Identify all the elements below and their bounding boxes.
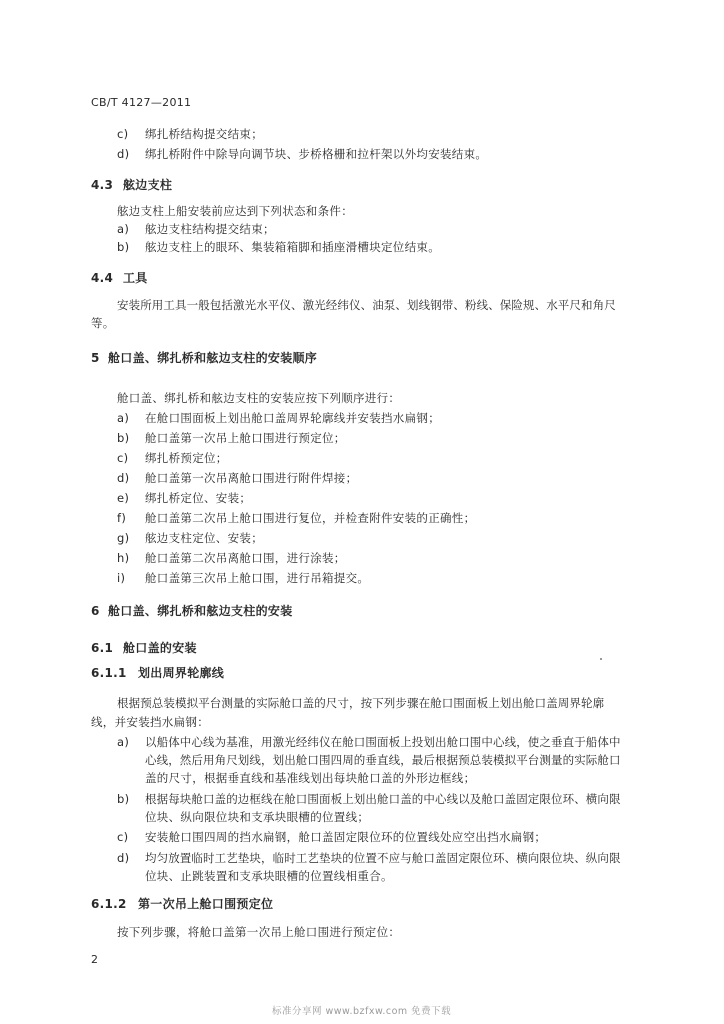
- list-item-text: 根据每块舱口盖的边框线在舱口围面板上划出舱口盖的中心线以及舱口盖固定限位环、横向限: [145, 792, 621, 806]
- list-item-marker: b): [117, 240, 130, 254]
- list-item-text: 绑扎桥结构提交结束；: [145, 127, 263, 141]
- list-item-text: 安装舱口围四周的挡水扁钢，舱口盖固定限位环的位置线处应空出挡水扁钢；: [145, 830, 547, 844]
- list-item-text: 舱口盖第一次吊离舱口围进行附件焊接；: [145, 471, 358, 485]
- paragraph: 安装所用工具一般包括激光水平仪、激光经纬仪、油泵、划线钢带、粉线、保险规、水平尺和角尺: [117, 298, 616, 312]
- list-item-marker: e): [117, 491, 130, 505]
- list-item-marker: f): [117, 511, 127, 525]
- list-item-text: 绑扎桥定位、安装；: [145, 491, 252, 505]
- section-number: 4.3: [91, 178, 114, 192]
- list-item-marker: c): [117, 127, 129, 141]
- list-item-text: 位块、止跳装置和支承块眼槽的位置线相重合。: [145, 869, 393, 883]
- list-item-text: 位块、纵向限位块和支承块眼槽的位置线；: [145, 810, 370, 824]
- scan-speck: [600, 658, 602, 660]
- paragraph: 舱口盖、绑扎桥和舷边支柱的安装应按下列顺序进行：: [117, 391, 401, 405]
- list-item-marker: c): [117, 451, 129, 465]
- section-number: 6.1.2: [91, 897, 127, 911]
- list-item-text: 盖的尺寸，根据垂直线和基准线划出每块舱口盖的外形边框线；: [145, 771, 476, 785]
- section-heading: 舱口盖、绑扎桥和舷边支柱的安装: [108, 604, 293, 618]
- standard-code: CB/T 4127—2011: [91, 96, 192, 109]
- section-heading: 第一次吊上舱口围预定位: [138, 897, 274, 911]
- page-number: 2: [91, 953, 99, 966]
- list-item-text: 绑扎桥附件中除导向调节块、步桥格栅和拉杆架以外均安装结束。: [145, 147, 488, 161]
- section-heading: 舱口盖的安装: [123, 641, 197, 655]
- list-item-text: 以船体中心线为基准，用激光经纬仪在舱口围面板上投划出舱口围中心线，使之垂直于船体中: [145, 735, 621, 749]
- list-item-marker: d): [117, 471, 130, 485]
- list-item-text: 舷边支柱定位、安装；: [145, 531, 263, 545]
- section-heading: 工具: [123, 271, 148, 285]
- list-item-text: 舷边支柱结构提交结束；: [145, 222, 275, 236]
- list-item-marker: i): [117, 571, 126, 585]
- section-number: 6.1: [91, 641, 114, 655]
- list-item-text: 舱口盖第二次吊离舱口围，进行涂装；: [145, 551, 346, 565]
- section-heading: 划出周界轮廓线: [138, 666, 225, 680]
- list-item-text: 舱口盖第三次吊上舱口围，进行吊箱提交。: [145, 571, 370, 585]
- section-number: 6.1.1: [91, 666, 127, 680]
- section-number: 4.4: [91, 271, 114, 285]
- list-item-text: 均匀放置临时工艺垫块，临时工艺垫块的位置不应与舱口盖固定限位环、横向限位块、纵向限: [145, 851, 621, 865]
- section-heading: 舷边支柱: [123, 178, 173, 192]
- section-heading: 舱口盖、绑扎桥和舷边支柱的安装顺序: [108, 351, 318, 365]
- list-item-marker: a): [117, 411, 130, 425]
- list-item-text: 心线，然后用角尺划线，划出舱口围四周的垂直线，最后根据预总装模拟平台测量的实际舱口: [145, 753, 621, 767]
- paragraph: 舷边支柱上船安装前应达到下列状态和条件：: [117, 204, 353, 218]
- watermark: 标准分享网 www.bzfxw.com 免费下载: [272, 1006, 452, 1017]
- list-item-marker: b): [117, 792, 130, 806]
- paragraph: 按下列步骤，将舱口盖第一次吊上舱口围进行预定位：: [117, 925, 401, 939]
- list-item-marker: c): [117, 830, 129, 844]
- paragraph: 根据预总装模拟平台测量的实际舱口盖的尺寸，按下列步骤在舱口围面板上划出舱口盖周界轮廓: [117, 696, 605, 710]
- list-item-marker: a): [117, 222, 130, 236]
- list-item-text: 舱口盖第一次吊上舱口围进行预定位；: [145, 431, 346, 445]
- section-number: 5: [91, 351, 100, 365]
- section-number: 6: [91, 604, 100, 618]
- list-item-marker: a): [117, 735, 130, 749]
- list-item-marker: d): [117, 851, 130, 865]
- list-item-marker: g): [117, 531, 130, 545]
- list-item-text: 舱口盖第二次吊上舱口围进行复位，并检查附件安装的正确性；: [145, 511, 476, 525]
- list-item-text: 在舱口围面板上划出舱口盖周界轮廓线并安装挡水扁钢；: [145, 411, 440, 425]
- list-item-marker: h): [117, 551, 130, 565]
- list-item-text: 舷边支柱上的眼环、集装箱箱脚和插座滑槽块定位结束。: [145, 240, 440, 254]
- paragraph-continuation: 等。: [91, 316, 115, 330]
- list-item-marker: b): [117, 431, 130, 445]
- list-item-marker: d): [117, 147, 130, 161]
- paragraph-continuation: 线，并安装挡水扁钢：: [91, 715, 209, 729]
- list-item-text: 绑扎桥预定位；: [145, 451, 228, 465]
